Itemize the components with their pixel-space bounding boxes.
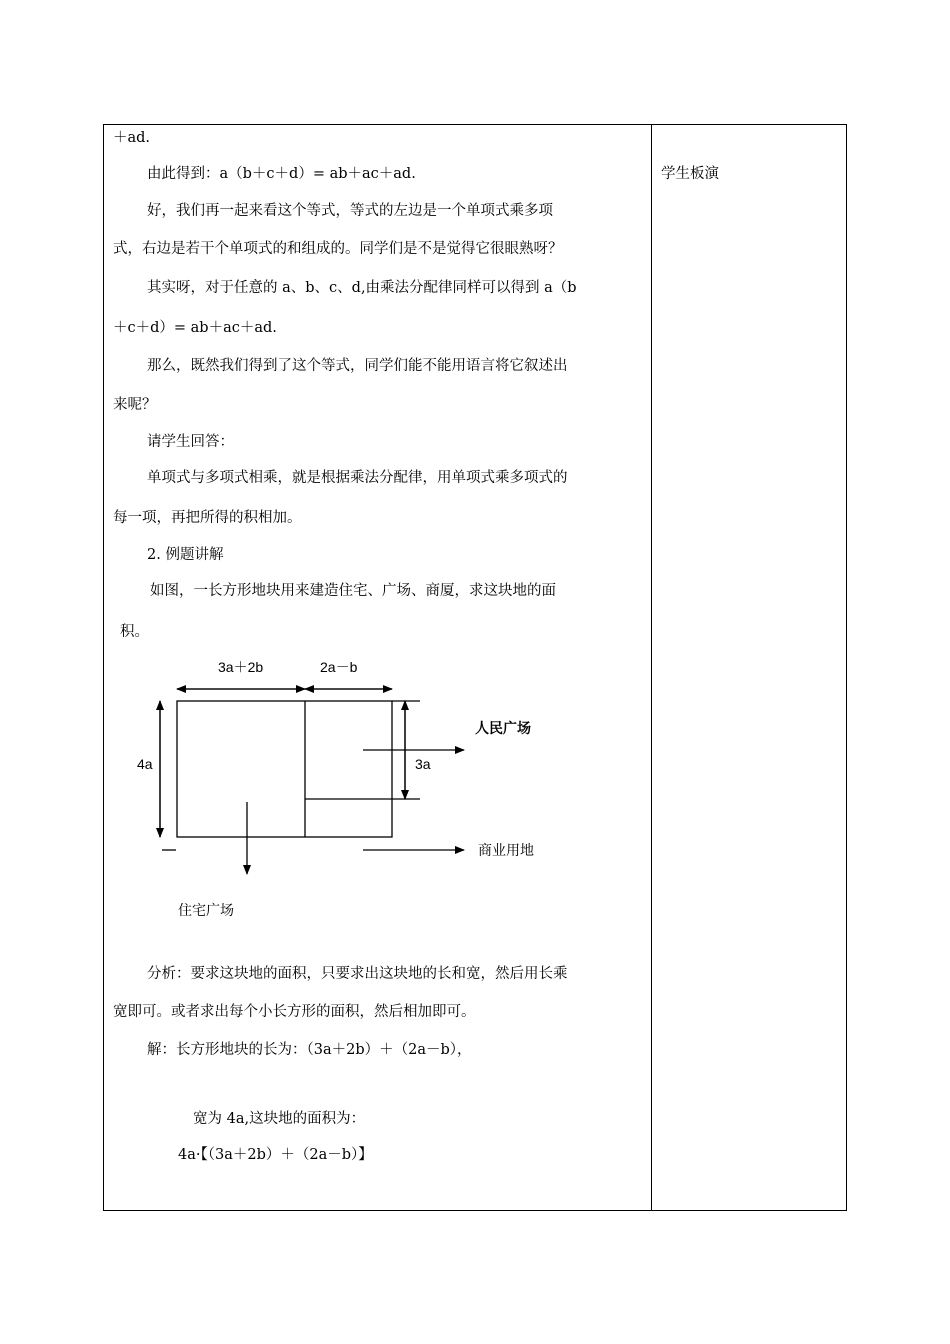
- width-right-label: 2a－b: [320, 659, 358, 675]
- text-line-8: 来呢？: [113, 397, 157, 413]
- commercial-label: 商业用地: [478, 842, 534, 858]
- right-column-note: 学生板演: [661, 166, 719, 182]
- text-line-13: 如图，一长方形地块用来建造住宅、广场、商厦，求这块地的面: [150, 583, 556, 599]
- text-line-3: 好，我们再一起来看这个等式，等式的左边是一个单项式乘多项: [147, 203, 553, 219]
- analysis-line-1: 分析：要求这块地的面积，只要求出这块地的长和宽，然后用长乘: [147, 966, 568, 982]
- square-label: 人民广场: [475, 720, 531, 736]
- analysis-line-2: 宽即可。或者求出每个小长方形的面积，然后相加即可。: [113, 1004, 476, 1020]
- text-line-2: 由此得到：a（b＋c＋d）= ab＋ac＋ad.: [147, 166, 416, 182]
- width-left-label: 3a＋2b: [218, 659, 264, 675]
- text-line-5: 其实呀，对于任意的 a、b、c、d,由乘法分配律同样可以得到 a（b: [147, 280, 577, 296]
- text-line-9: 请学生回答：: [147, 434, 234, 450]
- solution-formula: 4a·【（3a＋2b）＋（2a－b）】: [178, 1147, 373, 1163]
- text-line-10: 单项式与多项式相乘，就是根据乘法分配律，用单项式乘多项式的: [147, 470, 568, 486]
- text-line-11: 每一项，再把所得的积相加。: [113, 510, 302, 526]
- text-line-4: 式，右边是若干个单项式的和组成的。同学们是不是觉得它很眼熟呀？: [113, 241, 563, 257]
- residential-label: 住宅广场: [178, 902, 234, 918]
- text-line-7: 那么，既然我们得到了这个等式，同学们能不能用语言将它叙述出: [147, 358, 568, 374]
- text-line-12: 2. 例题讲解: [147, 547, 224, 563]
- solution-line-1: 解：长方形地块的长为：（3a＋2b）＋（2a－b），: [147, 1042, 472, 1058]
- height-right-label: 3a: [415, 756, 431, 772]
- solution-line-2: 宽为 4a,这块地的面积为：: [193, 1111, 366, 1127]
- text-line-6: ＋c＋d）= ab＋ac＋ad.: [113, 320, 277, 336]
- text-line-14: 积。: [120, 624, 149, 640]
- height-left-label: 4a: [137, 756, 153, 772]
- land-rectangle: [177, 701, 392, 837]
- text-line-1: ＋ad.: [113, 130, 151, 146]
